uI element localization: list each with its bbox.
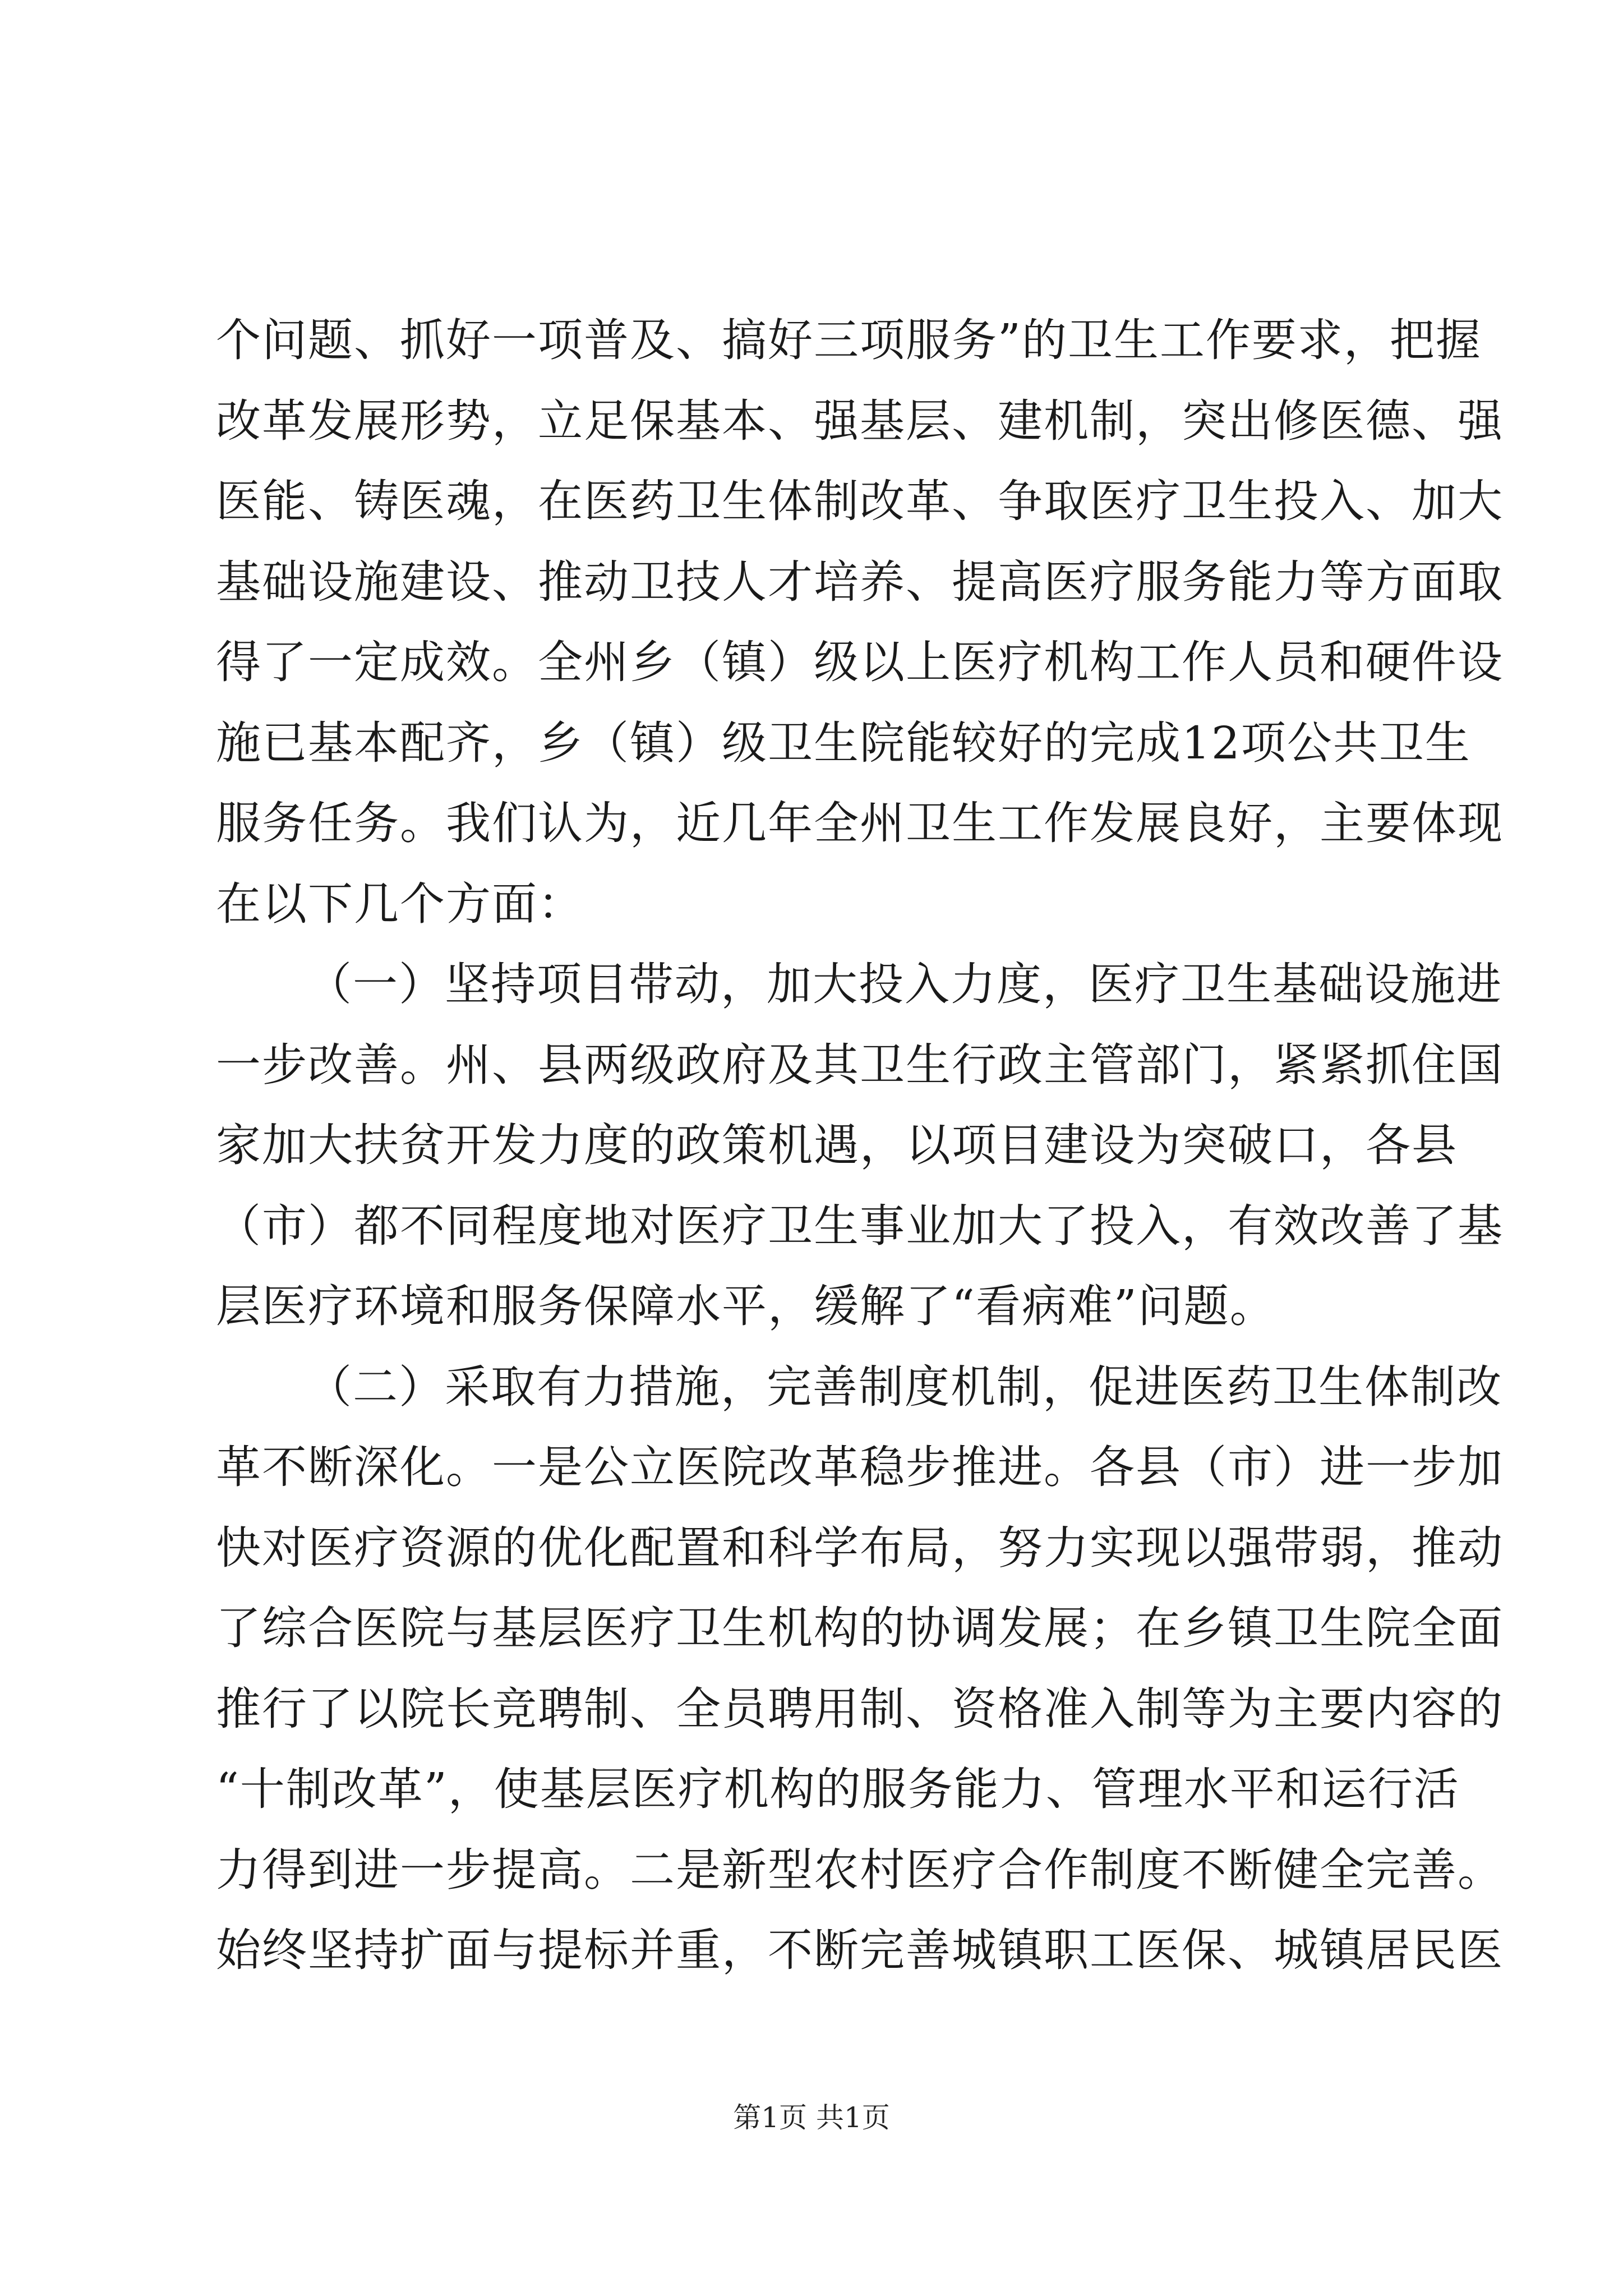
text-line: 施已基本配齐，乡（镇）级卫生院能较好的完成12项公共卫生: [216, 716, 1471, 769]
paragraph-start-line: （一）坚持项目带动，加大投入力度，医疗卫生基础设施进: [307, 958, 1502, 1010]
text-line: 医能、铸医魂，在医药卫生体制改革、争取医疗卫生投入、加大: [216, 475, 1504, 527]
text-line: 在以下几个方面：: [216, 877, 584, 930]
text-line: 力得到进一步提高。二是新型农村医疗合作制度不断健全完善。: [216, 1843, 1504, 1896]
paragraph-start-line: （二）采取有力措施，完善制度机制，促进医药卫生体制改: [307, 1360, 1502, 1413]
text-line: 革不断深化。一是公立医院改革稳步推进。各县（市）进一步加: [216, 1441, 1504, 1493]
text-line: 改革发展形势，立足保基本、强基层、建机制，突出修医德、强: [216, 394, 1504, 447]
text-line: 始终坚持扩面与提标并重，不断完善城镇职工医保、城镇居民医: [216, 1924, 1504, 1976]
text-line: 基础设施建设、推动卫技人才培养、提高医疗服务能力等方面取: [216, 555, 1504, 608]
page-number-footer: 第1页 共1页: [733, 2101, 890, 2134]
text-line: 一步改善。州、县两级政府及其卫生行政主管部门，紧紧抓住国: [216, 1038, 1504, 1091]
document-body: [216, 300, 1504, 1991]
text-line: 得了一定成效。全州乡（镇）级以上医疗机构工作人员和硬件设: [216, 636, 1504, 688]
text-line: 快对医疗资源的优化配置和科学布局，努力实现以强带弱，推动: [216, 1521, 1504, 1574]
text-line: 推行了以院长竞聘制、全员聘用制、资格准入制等为主要内容的: [216, 1682, 1504, 1735]
text-line: 了综合医院与基层医疗卫生机构的协调发展；在乡镇卫生院全面: [216, 1602, 1504, 1654]
text-line: 家加大扶贫开发力度的政策机遇，以项目建设为突破口，各县: [216, 1119, 1458, 1171]
text-line: “十制改革”，使基层医疗机构的服务能力、管理水平和运行活: [216, 1763, 1460, 1815]
text-line: 层医疗环境和服务保障水平，缓解了“看病难”问题。: [216, 1280, 1276, 1332]
text-line: 个问题、抓好一项普及、搞好三项服务”的卫生工作要求，把握: [216, 314, 1482, 366]
text-line: 服务任务。我们认为，近几年全州卫生工作发展良好，主要体现: [216, 797, 1504, 849]
text-line: （市）都不同程度地对医疗卫生事业加大了投入，有效改善了基: [216, 1199, 1504, 1252]
